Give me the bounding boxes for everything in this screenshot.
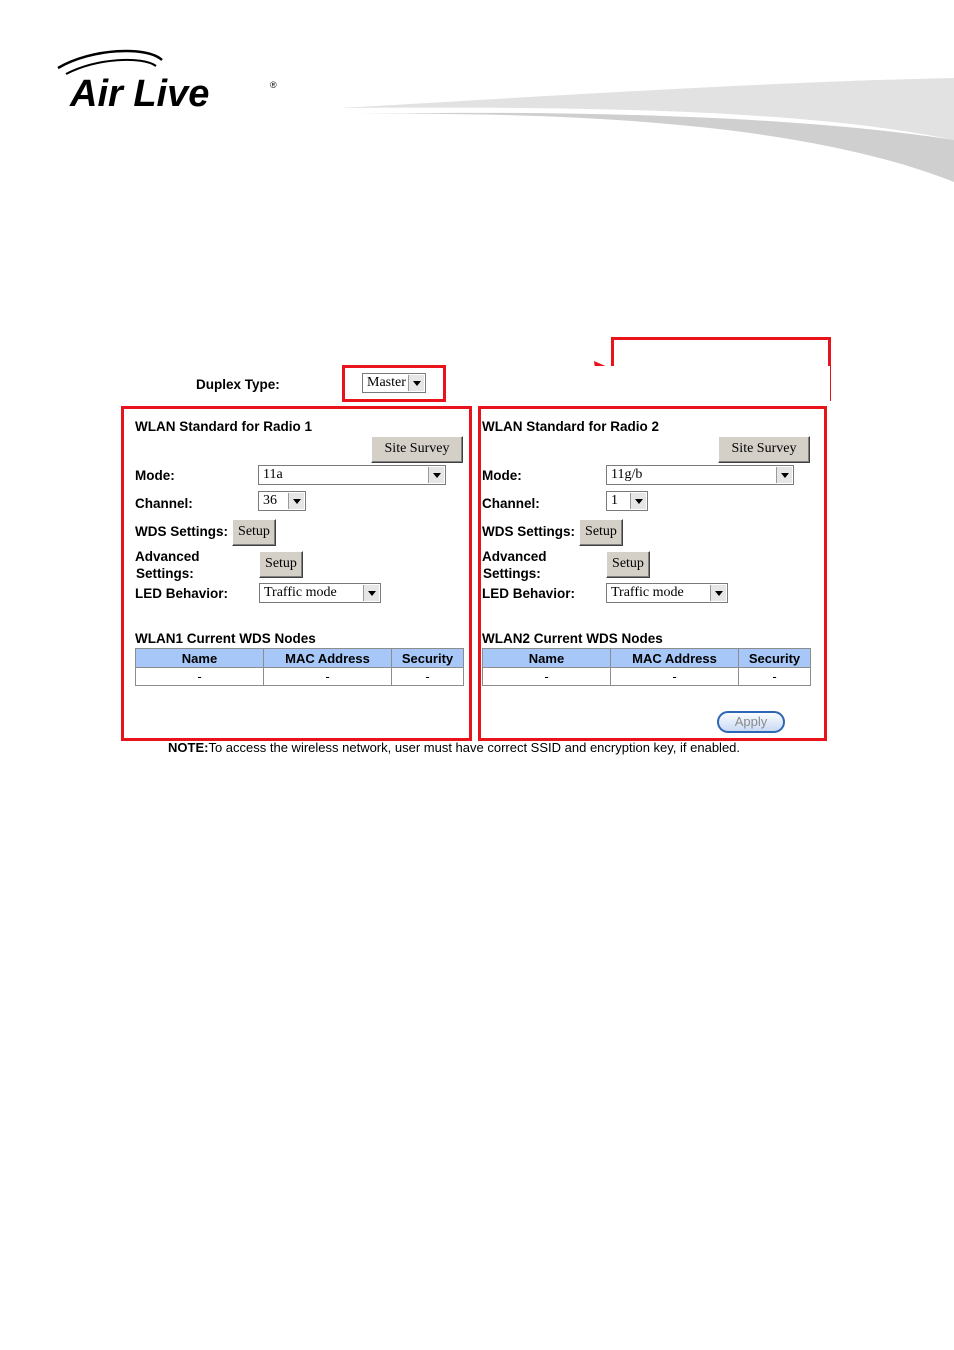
- column-header: Security: [739, 649, 811, 668]
- table-cell: -: [483, 668, 611, 686]
- table-cell: -: [136, 668, 264, 686]
- radio1-mode-label: Mode:: [135, 468, 175, 483]
- radio1-advanced-setup-button[interactable]: Setup: [259, 551, 303, 578]
- radio2-advanced-label-2: Settings:: [483, 566, 541, 581]
- radio2-wds-setup-button[interactable]: Setup: [579, 519, 623, 546]
- radio2-led-label: LED Behavior:: [482, 586, 576, 601]
- apply-button[interactable]: Apply: [717, 711, 785, 733]
- radio2-nodes-title: WLAN2 Current WDS Nodes: [482, 631, 663, 646]
- radio1-led-label: LED Behavior:: [135, 586, 229, 601]
- header-swoosh: [340, 70, 954, 190]
- radio1-advanced-label-2: Settings:: [136, 566, 194, 581]
- wireless-settings-panel: [130, 366, 830, 760]
- radio1-channel-label: Channel:: [135, 496, 193, 511]
- radio2-advanced-label: Advanced: [482, 549, 547, 564]
- table-cell: -: [611, 668, 739, 686]
- radio1-channel-value: 36: [263, 493, 277, 508]
- airlive-logo: [52, 48, 292, 118]
- radio2-wds-label: WDS Settings:: [482, 524, 575, 539]
- registered-mark: ®: [270, 80, 277, 90]
- column-header: Name: [136, 649, 264, 668]
- note-prefix: NOTE:: [168, 740, 209, 755]
- radio2-mode-value: 11g/b: [611, 467, 643, 482]
- logo-text: Air Live: [70, 73, 210, 115]
- duplex-highlight: [342, 365, 446, 402]
- radio2-channel-label: Channel:: [482, 496, 540, 511]
- column-header: MAC Address: [264, 649, 392, 668]
- note-text: To access the wireless network, user must have correct SSID and encryption key, if enabled.: [208, 740, 741, 755]
- column-header: MAC Address: [611, 649, 739, 668]
- table-cell: -: [264, 668, 392, 686]
- radio1-wds-setup-button[interactable]: Setup: [232, 519, 276, 546]
- radio2-site-survey-button[interactable]: Site Survey: [718, 436, 810, 463]
- table-cell: -: [739, 668, 811, 686]
- table-cell: -: [392, 668, 464, 686]
- radio1-highlight: [121, 406, 472, 741]
- radio1-advanced-label: Advanced: [135, 549, 200, 564]
- column-header: Security: [392, 649, 464, 668]
- radio1-nodes-title: WLAN1 Current WDS Nodes: [135, 631, 316, 646]
- radio2-channel-value: 1: [611, 493, 618, 508]
- radio2-mode-label: Mode:: [482, 468, 522, 483]
- radio1-wds-label: WDS Settings:: [135, 524, 228, 539]
- radio2-title: WLAN Standard for Radio 2: [482, 419, 660, 434]
- column-header: Name: [483, 649, 611, 668]
- radio2-led-value: Traffic mode: [611, 585, 684, 600]
- radio2-advanced-setup-button[interactable]: Setup: [606, 551, 650, 578]
- radio1-site-survey-button[interactable]: Site Survey: [371, 436, 463, 463]
- radio1-title: WLAN Standard for Radio 1: [135, 419, 313, 434]
- radio1-mode-value: 11a: [263, 467, 283, 482]
- radio2-highlight: [478, 406, 827, 741]
- footer-note: [168, 740, 740, 755]
- duplex-type-label: Duplex Type:: [196, 377, 280, 392]
- duplex-type-value: Master: [367, 375, 406, 390]
- radio1-led-value: Traffic mode: [264, 585, 337, 600]
